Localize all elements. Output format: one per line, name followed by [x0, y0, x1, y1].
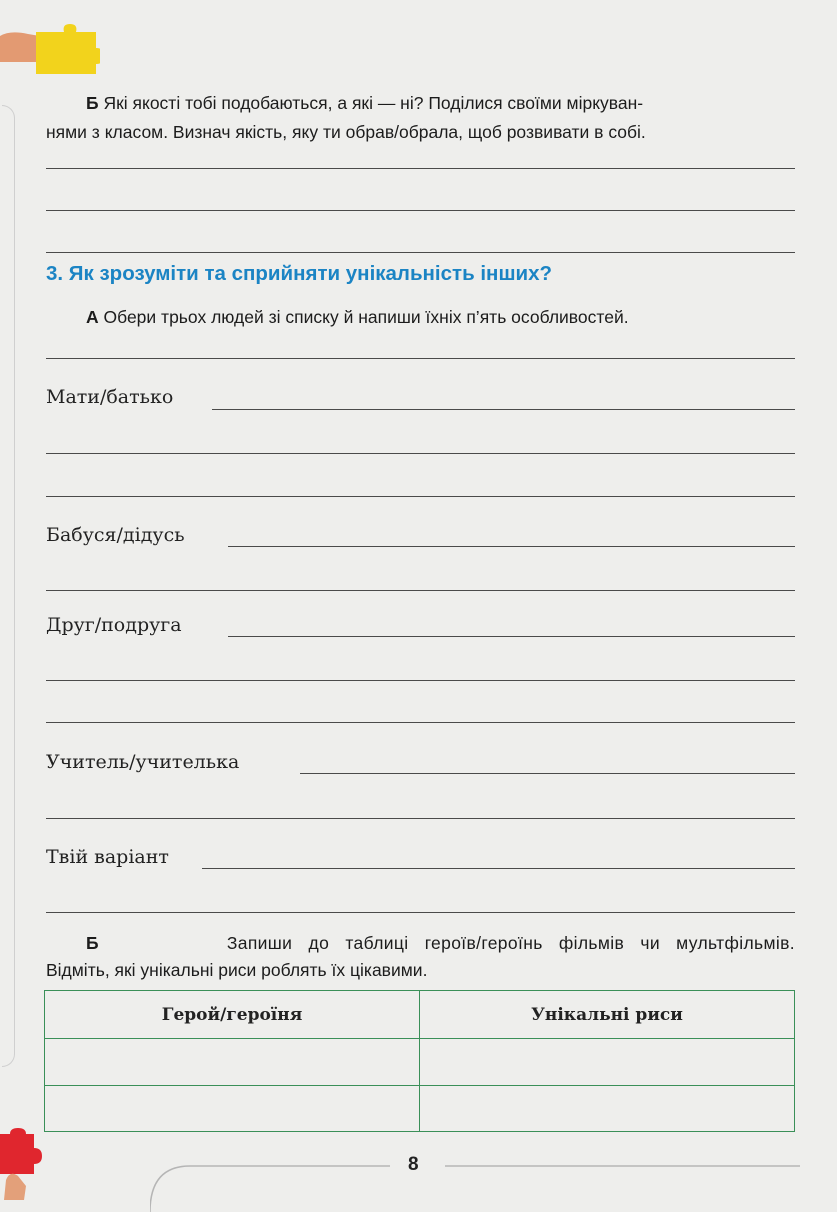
field-label-parent: Мати/батько: [46, 386, 174, 408]
heroes-table: [44, 990, 795, 1132]
table-cell[interactable]: [45, 1039, 420, 1086]
answer-line[interactable]: [46, 912, 795, 913]
answer-line-teacher[interactable]: [300, 773, 795, 774]
answer-line[interactable]: [46, 168, 795, 169]
answer-line[interactable]: [46, 818, 795, 819]
table-header-row: [45, 991, 795, 1039]
answer-line-your-option[interactable]: [202, 868, 795, 869]
answer-line[interactable]: [46, 453, 795, 454]
answer-line[interactable]: [46, 210, 795, 211]
answer-line[interactable]: [46, 496, 795, 497]
puzzle-hand-icon: [0, 22, 100, 74]
margin-bracket: [2, 105, 15, 1067]
answer-line-friend[interactable]: [228, 636, 795, 637]
answer-line[interactable]: [46, 722, 795, 723]
table-row: [45, 1085, 795, 1132]
section-3-part-b-line1: Б Запиши до таблиці героїв/героїнь фільмів чи мультфільмів.: [86, 928, 795, 958]
footer-decoration: [150, 1162, 800, 1212]
field-label-grandparent: Бабуся/дідусь: [46, 524, 185, 546]
table-row: [45, 1039, 795, 1086]
table-cell[interactable]: [420, 1039, 795, 1086]
section-3-part-a: А Обери трьох людей зі списку й напиши їхніх п’ять особливостей.: [86, 307, 629, 327]
answer-line[interactable]: [46, 252, 795, 253]
section-b-top-line1: Б Які якості тобі подобаються, а які — ні? Поділися своїми міркуван-: [86, 93, 644, 113]
field-label-teacher: Учитель/учителька: [46, 751, 240, 773]
table-header-hero: Герой/героїня: [45, 991, 420, 1039]
section-3-title: 3. Як зрозуміти та сприйняти унікальність інших?: [46, 262, 553, 285]
page-number: 8: [408, 1154, 419, 1175]
puzzle-piece-icon: [0, 1128, 42, 1200]
table-cell[interactable]: [420, 1085, 795, 1132]
field-label-friend: Друг/подруга: [46, 614, 182, 636]
answer-line[interactable]: [46, 358, 795, 359]
answer-line-parent[interactable]: [212, 409, 795, 410]
table-header-traits: Унікальні риси: [420, 991, 795, 1039]
table-cell[interactable]: [45, 1085, 420, 1132]
field-label-your-option: Твій варіант: [46, 846, 169, 868]
answer-line[interactable]: [46, 680, 795, 681]
part-a-label: А: [86, 307, 99, 327]
answer-line[interactable]: [46, 590, 795, 591]
part-b-label: Б: [86, 933, 99, 953]
section-b-top-label: Б: [86, 93, 99, 113]
answer-line-grandparent[interactable]: [228, 546, 795, 547]
section-3-part-b-line2: Відміть, які унікальні риси роблять їх цікавими.: [46, 960, 428, 980]
section-b-top-line2: нями з класом. Визнач якість, яку ти обрав/обрала, щоб розвивати в собі.: [46, 122, 646, 142]
